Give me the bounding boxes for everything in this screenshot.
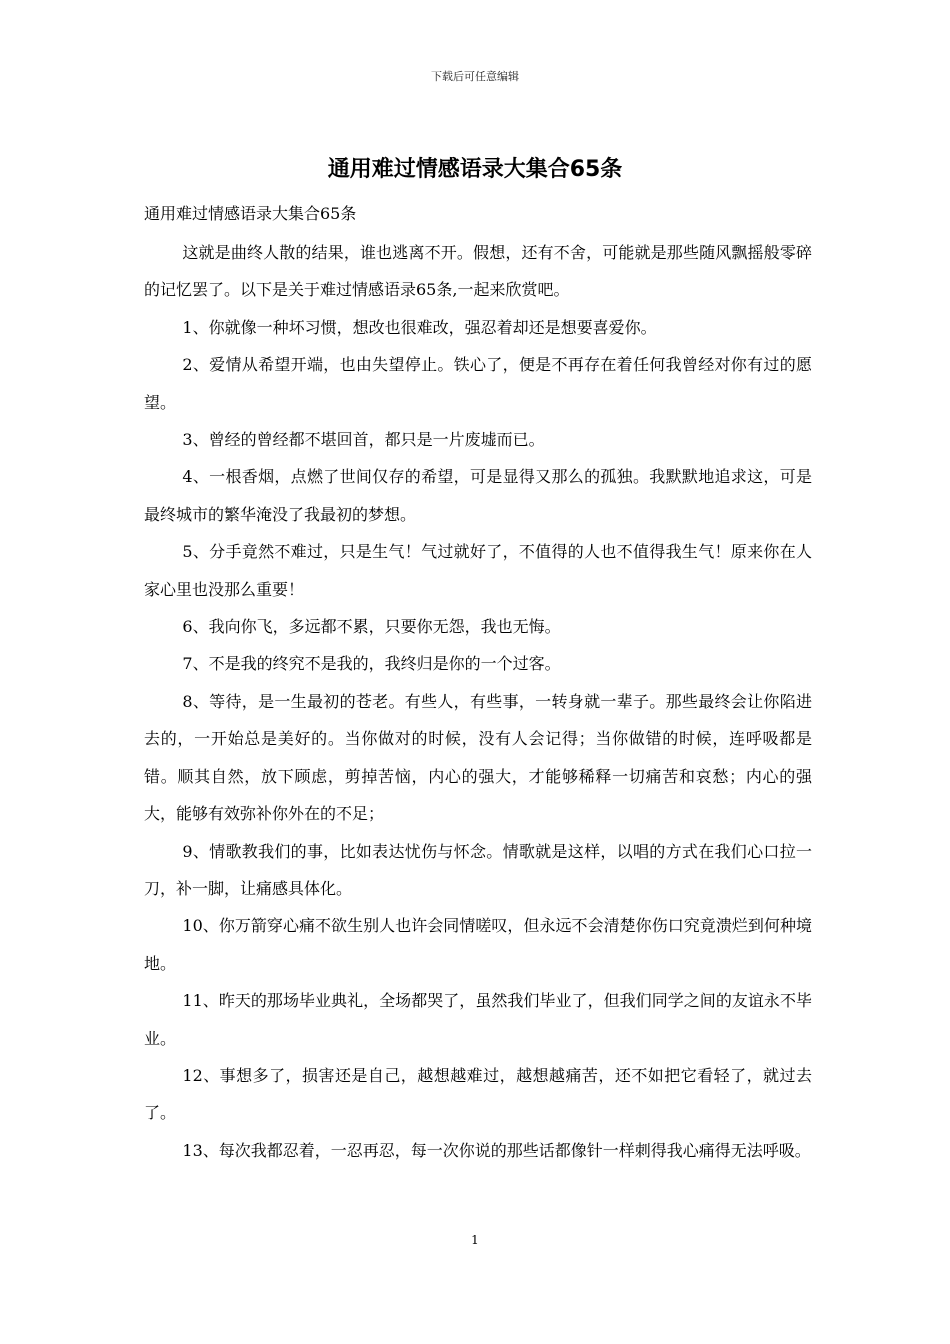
quote-paragraph: 6、我向你飞，多远都不累，只要你无怨，我也无悔。 <box>182 617 561 637</box>
quote-paragraph: 12、事想多了，损害还是自己，越想越难过，越想越痛苦，还不如把它看轻了，就过去了。 <box>144 1065 812 1123</box>
page-header: 下载后可任意编辑 <box>431 70 519 83</box>
document-title: 通用难过情感语录大集合65条 <box>327 157 623 182</box>
quote-paragraph: 1、你就像一种坏习惯，想改也很难改，强忍着却还是想要喜爱你。 <box>182 317 657 337</box>
quote-paragraph: 7、不是我的终究不是我的，我终归是你的一个过客。 <box>182 654 561 674</box>
page-number: 1 <box>471 1233 479 1247</box>
intro-paragraph: 这就是曲终人散的结果，谁也逃离不开。假想，还有不舍，可能就是那些随风飘摇般零碎的记忆罢了。以下是关于难过情感语录65条,一起来欣赏吧。 <box>144 243 812 300</box>
quote-paragraph: 3、曾经的曾经都不堪回首，都只是一片废墟而已。 <box>182 430 545 450</box>
quote-paragraph: 9、情歌教我们的事，比如表达忧伤与怀念。情歌就是这样，以唱的方式在我们心口拉一刀，补一脚，让痛感具体化。 <box>144 841 812 898</box>
quote-paragraph: 10、你万箭穿心痛不欲生别人也许会同情嗟叹，但永远不会清楚你伤口究竟溃烂到何种境地。 <box>144 916 812 973</box>
quote-paragraph: 5、分手竟然不难过，只是生气！气过就好了，不值得的人也不值得我生气！原来你在人家心里也没那么重要！ <box>144 542 812 599</box>
quote-paragraph: 2、爱情从希望开端，也由失望停止。铁心了，便是不再存在着任何我曾经对你有过的愿望。 <box>144 355 812 412</box>
document-subtitle: 通用难过情感语录大集合65条 <box>144 204 357 223</box>
quote-paragraph: 8、等待，是一生最初的苍老。有些人，有些事，一转身就一辈子。那些最终会让你陷进去的，一开始总是美好的。当你做对的时候，没有人会记得；当你做错的时候，连呼吸都是错。顺其自然，放下顾虑，剪掉苦恼，内心的强大，才能够稀释一切痛苦和哀愁；内心的强大，能够有效弥补你外在的不足； <box>144 691 812 824</box>
quote-paragraph: 13、每次我都忍着，一忍再忍，每一次你说的那些话都像针一样刺得我心痛得无法呼吸。 <box>182 1140 811 1160</box>
quote-paragraph: 11、昨天的那场毕业典礼，全场都哭了，虽然我们毕业了，但我们同学之间的友谊永不毕业。 <box>144 991 812 1048</box>
quote-paragraph: 4、一根香烟，点燃了世间仅存的希望，可是显得又那么的孤独。我默默地追求这，可是最终城市的繁华淹没了我最初的梦想。 <box>144 467 812 524</box>
document-body <box>144 234 812 1169</box>
